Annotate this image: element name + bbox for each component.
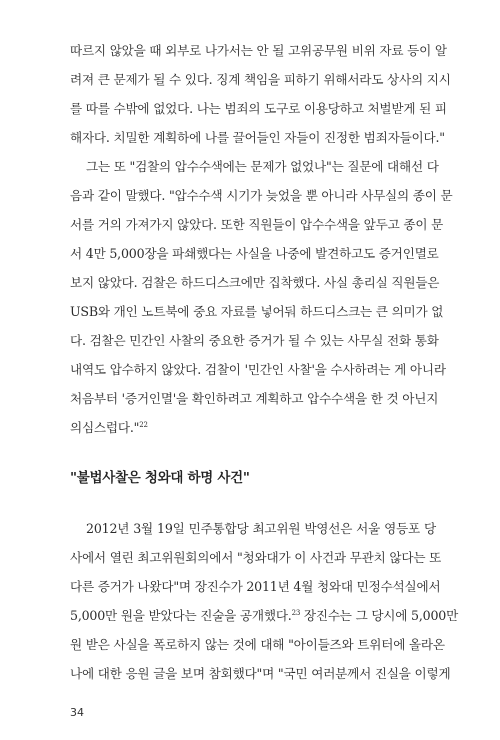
text-segment: 5,000만 원을 받았다는 진술을 공개했다. xyxy=(70,608,292,623)
text-line: 려져 큰 문제가 될 수 있다. 징계 책임을 피하기 위해서라도 상사의 지시 xyxy=(70,72,451,87)
text-line xyxy=(70,607,459,625)
text-line: 서 4만 5,000장을 파쇄했다는 사실을 나중에 발견하고도 증거인멸로 xyxy=(70,246,439,261)
footnote-marker: 23 xyxy=(291,608,301,617)
text-line: 를 따를 수밖에 없었다. 나는 범죄의 도구로 이용당하고 처벌받게 된 피 xyxy=(70,101,447,116)
text-line: 2012년 3월 19일 민주통합당 최고위원 박영선은 서울 영등포 당 xyxy=(86,521,436,536)
text-line: USB와 개인 노트북에 중요 자료를 넣어둬 하드디스크는 큰 의미가 없 xyxy=(70,304,444,319)
text-segment: 장진수는 그 당시에 5,000만 xyxy=(300,608,459,623)
text-line: 처음부터 '증거인멸'을 확인하려고 계획하고 압수수색을 한 것 아닌지 xyxy=(70,391,439,406)
text-segment: 의심스럽다." xyxy=(70,420,140,435)
text-line: 내역도 압수하지 않았다. 검찰이 '민간인 사찰'을 수사하려는 게 아니라 xyxy=(70,362,446,377)
text-line: 보지 않았다. 검찰은 하드디스크에만 집착했다. 사실 총리실 직원들은 xyxy=(70,275,440,290)
text-line-last xyxy=(70,419,436,437)
text-line: 다른 증거가 나왔다"며 장진수가 2011년 4월 청와대 민정수석실에서 xyxy=(70,579,441,594)
text-line: 다. 검찰은 민간인 사찰의 중요한 증거가 될 수 있는 사무실 전화 통화 xyxy=(70,333,439,348)
text-line: 해자다. 치밀한 계획하에 나를 끌어들인 자들이 진정한 범죄자들이다." xyxy=(70,130,445,145)
text-line: 그는 또 "검찰의 압수수색에는 문제가 없었나"는 질문에 대해선 다 xyxy=(86,159,439,174)
text-line: 원 받은 사실을 폭로하지 않는 것에 대해 "아이들즈와 트위터에 올라온 xyxy=(70,637,445,652)
text-line: 서를 거의 가져가지 않았다. 또한 직원들이 압수수색을 앞두고 종이 문 xyxy=(70,217,444,232)
text-line: 따르지 않았을 때 외부로 나가서는 안 될 고위공무원 비위 자료 등이 알 xyxy=(70,43,447,58)
footnote-marker: 22 xyxy=(139,420,148,429)
page-number: 34 xyxy=(70,706,84,719)
text-line: 음과 같이 말했다. "압수수색 시기가 늦었을 뿐 아니라 사무실의 종이 문 xyxy=(70,188,453,203)
text-line: 사에서 열린 최고위원회의에서 "청와대가 이 사건과 무관치 않다는 또 xyxy=(70,550,442,565)
text-line: 나에 대한 응원 글을 보며 참회했다"며 "국민 여러분께서 진실을 이렇게 xyxy=(70,666,451,681)
section-heading: "불법사찰은 청와대 하명 사건" xyxy=(70,470,250,486)
